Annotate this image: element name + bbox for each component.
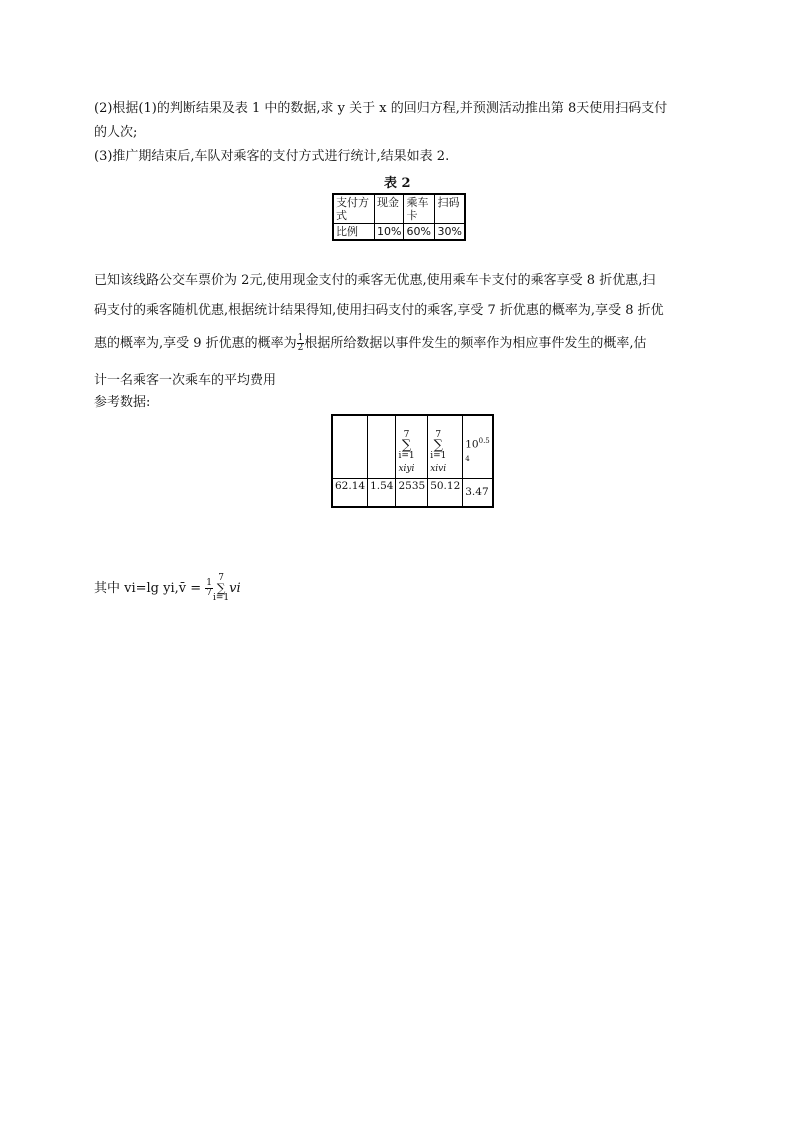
fraction-numerator: 1 — [297, 333, 304, 343]
table-cell — [332, 415, 368, 479]
q3-line1: (3)推广期结束后,车队对乘客的支付方式进行统计,结果如表 2. — [94, 149, 450, 164]
xiyi-label: xiyi — [398, 464, 415, 474]
q2-line1: (2)根据(1)的判断结果及表 1 中的数据,求 y 关于 x 的回归方程,并预测活动推出第 8天使用扫码支付 — [94, 101, 668, 116]
para-line1: 已知该线路公交车票价为 2元,使用现金支付的乘客无优惠,使用乘车卡支付的乘客享受 8 折优惠,扫 — [94, 273, 656, 288]
table2-caption: 表 2 — [384, 176, 411, 191]
sum-symbol: 7 ∑ i=1 — [398, 430, 415, 461]
table-cell: 50.12 — [428, 479, 463, 507]
table-cell: 30% — [435, 224, 465, 241]
table-row — [333, 224, 465, 241]
para-line3-start: 惠的概率为,享受 9 折优惠的概率为 — [94, 336, 297, 351]
table-cell: 1.54 — [368, 479, 396, 507]
table-cell: 10% — [375, 224, 404, 241]
q2-line2: 的人次; — [94, 125, 138, 140]
xivi-label: xivi — [430, 464, 447, 474]
fraction-denominator: 7 — [206, 588, 213, 598]
table-cell: 现金 — [375, 194, 404, 224]
para-line3-end: 根据所给数据以事件发生的频率作为相应事件发生的概率,估 — [304, 336, 647, 351]
para-line2: 码支付的乘客随机优惠,根据统计结果得知,使用扫码支付的乘客,享受 7 折优惠的概率为,享受 8 折优 — [94, 303, 664, 318]
table-cell — [368, 415, 396, 479]
ref-label: 参考数据: — [94, 395, 151, 410]
fraction-numerator: 1 — [206, 578, 213, 588]
where-text: 其中 vi=lg yi,v̄ = — [94, 581, 206, 596]
para-line3 — [94, 334, 647, 353]
fraction-denominator: 2 — [297, 343, 304, 353]
table-cell: 60% — [404, 224, 435, 241]
payment-table — [332, 193, 466, 241]
where-line — [94, 574, 241, 603]
table-cell: 2535 — [396, 479, 428, 507]
sum-symbol: 7 ∑ i=1 — [430, 430, 447, 461]
sum-xy-header — [396, 415, 428, 479]
reference-data-table — [331, 414, 494, 508]
sum-xv-header — [428, 415, 463, 479]
sum-symbol: 7 ∑ i=1 — [213, 573, 230, 603]
table-cell: 62.14 — [332, 479, 368, 507]
table-cell: 扫码 — [435, 194, 465, 224]
table-cell: 支付方式 — [333, 194, 375, 224]
one-seventh-fraction — [205, 579, 213, 598]
table-cell: 乘车卡 — [404, 194, 435, 224]
table-row — [332, 479, 493, 507]
where-tail: vi — [229, 581, 241, 596]
para-line4: 计一名乘客一次乘车的平均费用 — [94, 373, 277, 388]
table-row — [332, 415, 493, 479]
table-cell: 比例 — [333, 224, 375, 241]
table-cell: 3.47 — [463, 479, 493, 507]
power-header: $10^{0.5}$ 4 — [463, 415, 493, 479]
table-row — [333, 194, 465, 224]
